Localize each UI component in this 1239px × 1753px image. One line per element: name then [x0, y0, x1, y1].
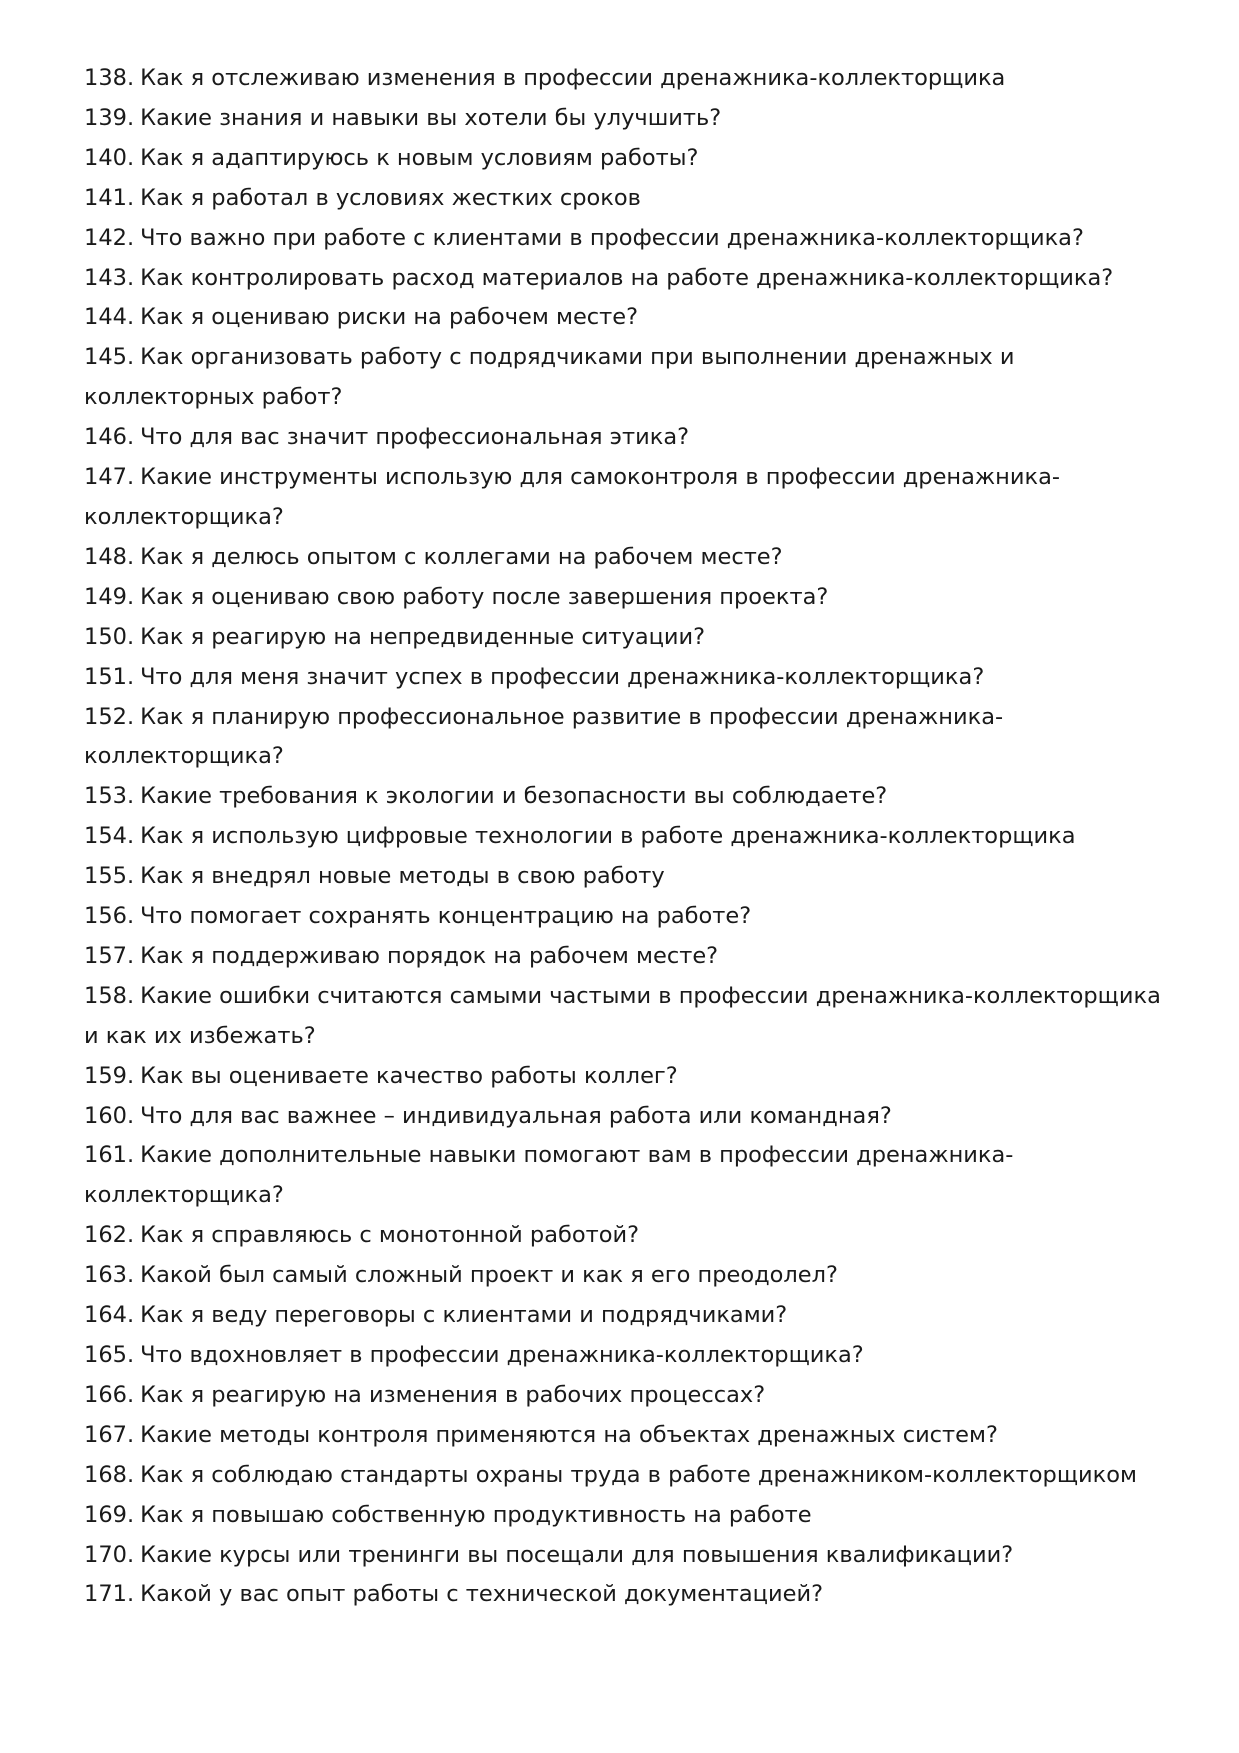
question-item: [84, 897, 1164, 937]
question-item: [84, 1496, 1164, 1536]
question-item: [84, 977, 1164, 1057]
question-number: 166.: [84, 1381, 135, 1408]
question-text: Как я справляюсь с монотонной работой?: [140, 1222, 640, 1249]
question-number: 158.: [84, 982, 135, 1009]
question-text: Какой был самый сложный проект и как я его преодолел?: [140, 1262, 838, 1289]
question-text: Как контролировать расход материалов на работе дренажника-коллекторщика?: [140, 264, 1114, 291]
question-text: Как я веду переговоры с клиентами и подрядчиками?: [140, 1302, 788, 1329]
question-item: [84, 1097, 1164, 1137]
question-item: [84, 777, 1164, 817]
question-item: [84, 338, 1164, 418]
question-item: [84, 179, 1164, 219]
question-item: [84, 1336, 1164, 1376]
question-number: 149.: [84, 583, 135, 610]
question-number: 151.: [84, 663, 135, 690]
question-text: Как я внедрял новые методы в свою работу: [140, 863, 665, 890]
question-text: Как я оцениваю риски на рабочем месте?: [140, 304, 639, 331]
question-text: Какие дополнительные навыки помогают вам в профессии дренажника-коллекторщика?: [84, 1142, 1014, 1209]
question-text: Как я реагирую на изменения в рабочих процессах?: [140, 1381, 766, 1408]
question-item: [84, 857, 1164, 897]
question-text: Как я делюсь опытом с коллегами на рабочем месте?: [140, 543, 783, 570]
question-text: Что вдохновляет в профессии дренажника-коллекторщика?: [140, 1342, 864, 1368]
question-number: 169.: [84, 1501, 135, 1528]
question-item: [84, 817, 1164, 857]
question-item: [84, 1057, 1164, 1097]
question-text: Какие знания и навыки вы хотели бы улучшить?: [140, 104, 722, 131]
question-number: 144.: [84, 304, 135, 331]
question-number: 142.: [84, 224, 135, 251]
question-item: [84, 1536, 1164, 1576]
question-text: Как я адаптируюсь к новым условиям работы?: [140, 144, 699, 171]
question-number: 168.: [84, 1461, 135, 1488]
question-item: [84, 298, 1164, 338]
question-text: Что важно при работе с клиентами в профессии дренажника-коллекторщика?: [140, 224, 1084, 251]
question-number: 165.: [84, 1342, 135, 1368]
question-text: Как я реагирую на непредвиденные ситуации?: [140, 623, 706, 650]
document-page: [84, 59, 1164, 1615]
question-number: 146.: [84, 424, 135, 451]
question-number: 152.: [84, 703, 135, 730]
question-number: 157.: [84, 942, 135, 969]
question-number: 147.: [84, 464, 135, 491]
question-text: Что для меня значит успех в профессии дренажника-коллекторщика?: [140, 663, 985, 690]
question-item: [84, 698, 1164, 778]
question-text: Как я соблюдаю стандарты охраны труда в работе дренажником-коллекторщиком: [140, 1461, 1137, 1488]
question-number: 163.: [84, 1262, 135, 1289]
question-item: [84, 1136, 1164, 1216]
question-text: Как я поддерживаю порядок на рабочем месте?: [140, 942, 719, 969]
question-number: 139.: [84, 104, 135, 131]
question-number: 153.: [84, 783, 135, 810]
question-list: [84, 59, 1164, 1615]
question-item: [84, 1256, 1164, 1296]
question-item: [84, 937, 1164, 977]
question-text: Какие ошибки считаются самыми частыми в профессии дренажника-коллекторщика и как их избежать?: [84, 982, 1161, 1049]
question-number: 170.: [84, 1541, 135, 1568]
question-number: 143.: [84, 264, 135, 291]
question-text: Как я работал в условиях жестких сроков: [140, 184, 641, 211]
question-item: [84, 259, 1164, 299]
question-item: [84, 59, 1164, 99]
question-number: 156.: [84, 903, 135, 930]
question-item: [84, 219, 1164, 259]
question-item: [84, 99, 1164, 139]
question-number: 160.: [84, 1102, 135, 1129]
question-text: Что для вас значит профессиональная этика?: [140, 424, 690, 451]
question-item: [84, 1456, 1164, 1496]
question-item: [84, 658, 1164, 698]
question-number: 155.: [84, 863, 135, 890]
question-item: [84, 578, 1164, 618]
question-number: 150.: [84, 623, 135, 650]
question-item: [84, 1216, 1164, 1256]
question-number: 162.: [84, 1222, 135, 1249]
question-item: [84, 1416, 1164, 1456]
question-item: [84, 418, 1164, 458]
question-item: [84, 1575, 1164, 1615]
question-text: Что помогает сохранять концентрацию на работе?: [140, 903, 752, 930]
question-number: 141.: [84, 184, 135, 211]
question-number: 159.: [84, 1062, 135, 1089]
question-text: Какие методы контроля применяются на объектах дренажных систем?: [140, 1421, 998, 1448]
question-item: [84, 538, 1164, 578]
question-text: Как я отслеживаю изменения в профессии дренажника-коллекторщика: [140, 65, 1006, 91]
question-text: Что для вас важнее – индивидуальная работа или командная?: [140, 1102, 892, 1129]
question-text: Какой у вас опыт работы с технической документацией?: [140, 1581, 824, 1608]
question-text: Как я планирую профессиональное развитие в профессии дренажника-коллекторщика?: [84, 703, 1004, 770]
question-number: 167.: [84, 1421, 135, 1448]
question-text: Какие требования к экологии и безопасности вы соблюдаете?: [140, 783, 888, 810]
question-item: [84, 1376, 1164, 1416]
question-text: Как я оцениваю свою работу после завершения проекта?: [140, 583, 829, 610]
question-number: 145.: [84, 344, 135, 371]
question-number: 164.: [84, 1302, 135, 1329]
question-item: [84, 618, 1164, 658]
question-text: Какие курсы или тренинги вы посещали для повышения квалификации?: [140, 1541, 1014, 1568]
question-text: Как я повышаю собственную продуктивность на работе: [140, 1501, 812, 1528]
question-text: Как организовать работу с подрядчиками при выполнении дренажных и коллекторных работ?: [84, 344, 1015, 411]
question-text: Как я использую цифровые технологии в работе дренажника-коллекторщика: [140, 823, 1076, 850]
question-number: 140.: [84, 144, 135, 171]
question-number: 154.: [84, 823, 135, 850]
question-number: 171.: [84, 1581, 135, 1608]
question-number: 161.: [84, 1142, 135, 1169]
question-text: Как вы оцениваете качество работы коллег?: [140, 1062, 678, 1089]
question-item: [84, 458, 1164, 538]
question-item: [84, 1296, 1164, 1336]
question-number: 148.: [84, 543, 135, 570]
question-number: 138.: [84, 65, 135, 91]
question-text: Какие инструменты использую для самоконтроля в профессии дренажника-коллекторщика?: [84, 464, 1061, 530]
question-item: [84, 139, 1164, 179]
